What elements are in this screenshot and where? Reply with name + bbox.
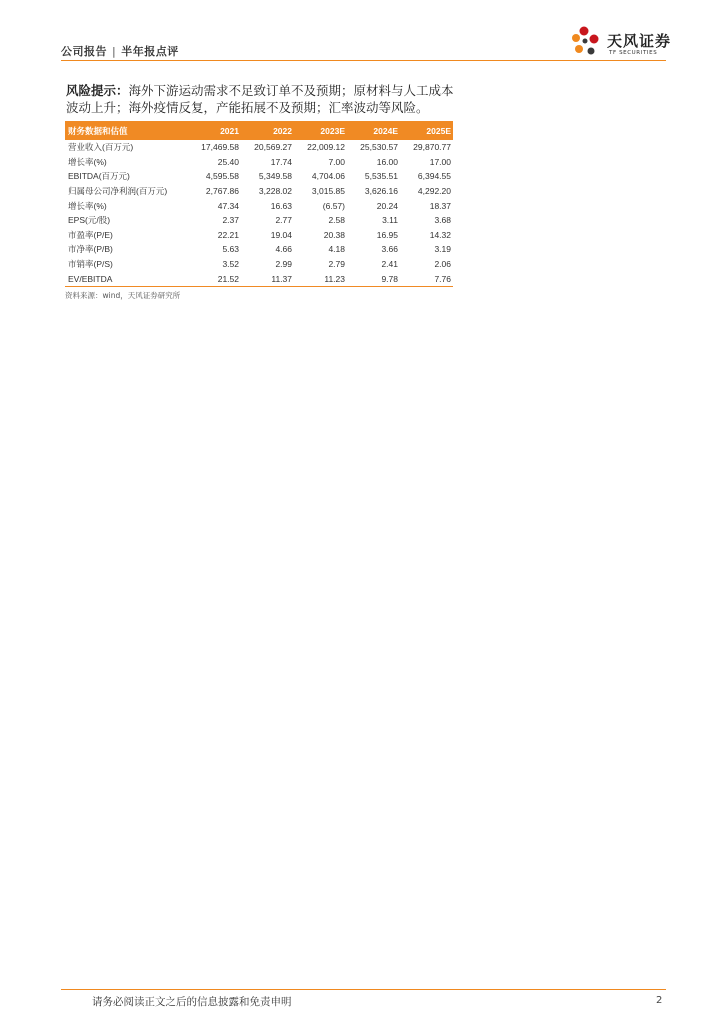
table-cell: 5,349.58 — [258, 171, 292, 182]
table-row — [65, 228, 453, 243]
row-label: 归属母公司净利润(百万元) — [68, 186, 168, 197]
table-cell: 2,767.86 — [205, 186, 239, 197]
flower-logo-icon — [567, 24, 605, 60]
table-cell: 21.52 — [188, 271, 241, 286]
table-cell: 2.37 — [222, 215, 239, 226]
table-cell: 29,870.77 — [413, 142, 451, 153]
table-cell: 5,535.51 — [364, 171, 398, 182]
table-cell: 11.37 — [241, 271, 294, 286]
table-cell: 9.78 — [347, 271, 400, 286]
table-cell: 22.21 — [217, 229, 239, 240]
table-row — [65, 140, 453, 155]
table-cell: 5.63 — [222, 244, 239, 255]
table-cell: 4.18 — [328, 244, 345, 255]
row-label: 市净率(P/B) — [68, 244, 113, 255]
table-header-cell: 2023E — [294, 121, 347, 140]
report-type-label: 公司报告 — [61, 45, 107, 58]
header-divider — [61, 60, 666, 61]
table-cell: 4,595.58 — [205, 171, 239, 182]
table-cell: 17.00 — [429, 156, 451, 167]
logo-company-name: 天风证券 — [607, 32, 672, 50]
risk-warning-text: 海外下游运动需求不足致订单不及预期；原材料与人工成本波动上升；海外疫情反复，产能拓展不及预期；汇率波动等风险。 — [66, 83, 454, 115]
table-cell: 11.23 — [294, 271, 347, 286]
table-header-row — [65, 121, 453, 140]
table-cell: 20.24 — [376, 200, 398, 211]
table-cell: 16.00 — [376, 156, 398, 167]
table-cell: 19.04 — [270, 229, 292, 240]
header-separator: | — [112, 45, 117, 58]
logo-company-subtitle: TF SECURITIES — [609, 50, 658, 56]
table-cell: 2.41 — [381, 259, 398, 270]
table-cell: 6,394.55 — [417, 171, 451, 182]
table-cell: 17,469.58 — [201, 142, 239, 153]
table-row — [65, 169, 453, 184]
table-cell: 47.34 — [217, 200, 239, 211]
table-cell: 3.66 — [381, 244, 398, 255]
table-header-cell: 2024E — [347, 121, 400, 140]
table-cell: 2.77 — [275, 215, 292, 226]
table-cell: 25,530.57 — [360, 142, 398, 153]
table-cell: 2.06 — [434, 259, 451, 270]
table-cell: 2.79 — [328, 259, 345, 270]
table-row — [65, 213, 453, 228]
table-row — [65, 257, 453, 272]
table-cell: 4.66 — [275, 244, 292, 255]
row-label: 增长率(%) — [68, 156, 107, 167]
table-cell: (6.57) — [322, 200, 345, 211]
table-row — [65, 242, 453, 257]
table-cell: 2.58 — [328, 215, 345, 226]
table-row — [65, 184, 453, 199]
financial-data-table — [65, 121, 453, 287]
table-row — [65, 198, 453, 213]
table-cell: 18.37 — [429, 200, 451, 211]
risk-warning-title: 风险提示： — [66, 83, 129, 98]
table-header-cell: 财务数据和估值 — [65, 121, 188, 140]
table-header-cell: 2021 — [188, 121, 241, 140]
row-label: 营业收入(百万元) — [68, 142, 134, 153]
row-label: EPS(元/股) — [68, 215, 111, 226]
table-cell: 3.52 — [222, 259, 239, 270]
report-type-header — [61, 43, 179, 59]
table-cell: 16.63 — [270, 200, 292, 211]
table-cell: 7.76 — [400, 271, 453, 286]
footer-disclaimer-link[interactable]: 请务必阅读正文之后的信息披露和免责申明 — [92, 996, 292, 1008]
row-label: EBITDA(百万元) — [68, 171, 130, 182]
table-cell: 3,015.85 — [311, 186, 345, 197]
table-cell: 17.74 — [270, 156, 292, 167]
row-label: EV/EBITDA — [65, 271, 188, 286]
row-label: 市盈率(P/E) — [68, 229, 113, 240]
table-cell: 14.32 — [429, 229, 451, 240]
table-cell: 20.38 — [323, 229, 345, 240]
table-cell: 2.99 — [275, 259, 292, 270]
table-header-cell: 2025E — [400, 121, 453, 140]
risk-warning — [66, 82, 461, 116]
table-cell: 3,626.16 — [364, 186, 398, 197]
report-subtype-label: 半年报点评 — [121, 45, 179, 58]
table-cell: 3.11 — [382, 215, 398, 226]
table-cell: 3,228.02 — [258, 186, 292, 197]
table-row — [65, 271, 453, 286]
table-cell: 16.95 — [376, 229, 398, 240]
footer-divider — [61, 989, 666, 990]
table-cell: 22,009.12 — [307, 142, 345, 153]
data-source-note: 资料来源：wind，天风证券研究所 — [65, 291, 181, 300]
page-number: 2 — [656, 995, 663, 1006]
table-cell: 20,569.27 — [254, 142, 292, 153]
table-cell: 7.00 — [328, 156, 345, 167]
table-row — [65, 155, 453, 170]
table-cell: 3.68 — [434, 215, 451, 226]
row-label: 增长率(%) — [68, 200, 107, 211]
table-cell: 4,292.20 — [417, 186, 451, 197]
table-cell: 4,704.06 — [311, 171, 345, 182]
table-cell: 25.40 — [217, 156, 239, 167]
company-logo — [567, 24, 672, 60]
table-cell: 3.19 — [434, 244, 451, 255]
row-label: 市销率(P/S) — [68, 259, 113, 270]
table-header-cell: 2022 — [241, 121, 294, 140]
